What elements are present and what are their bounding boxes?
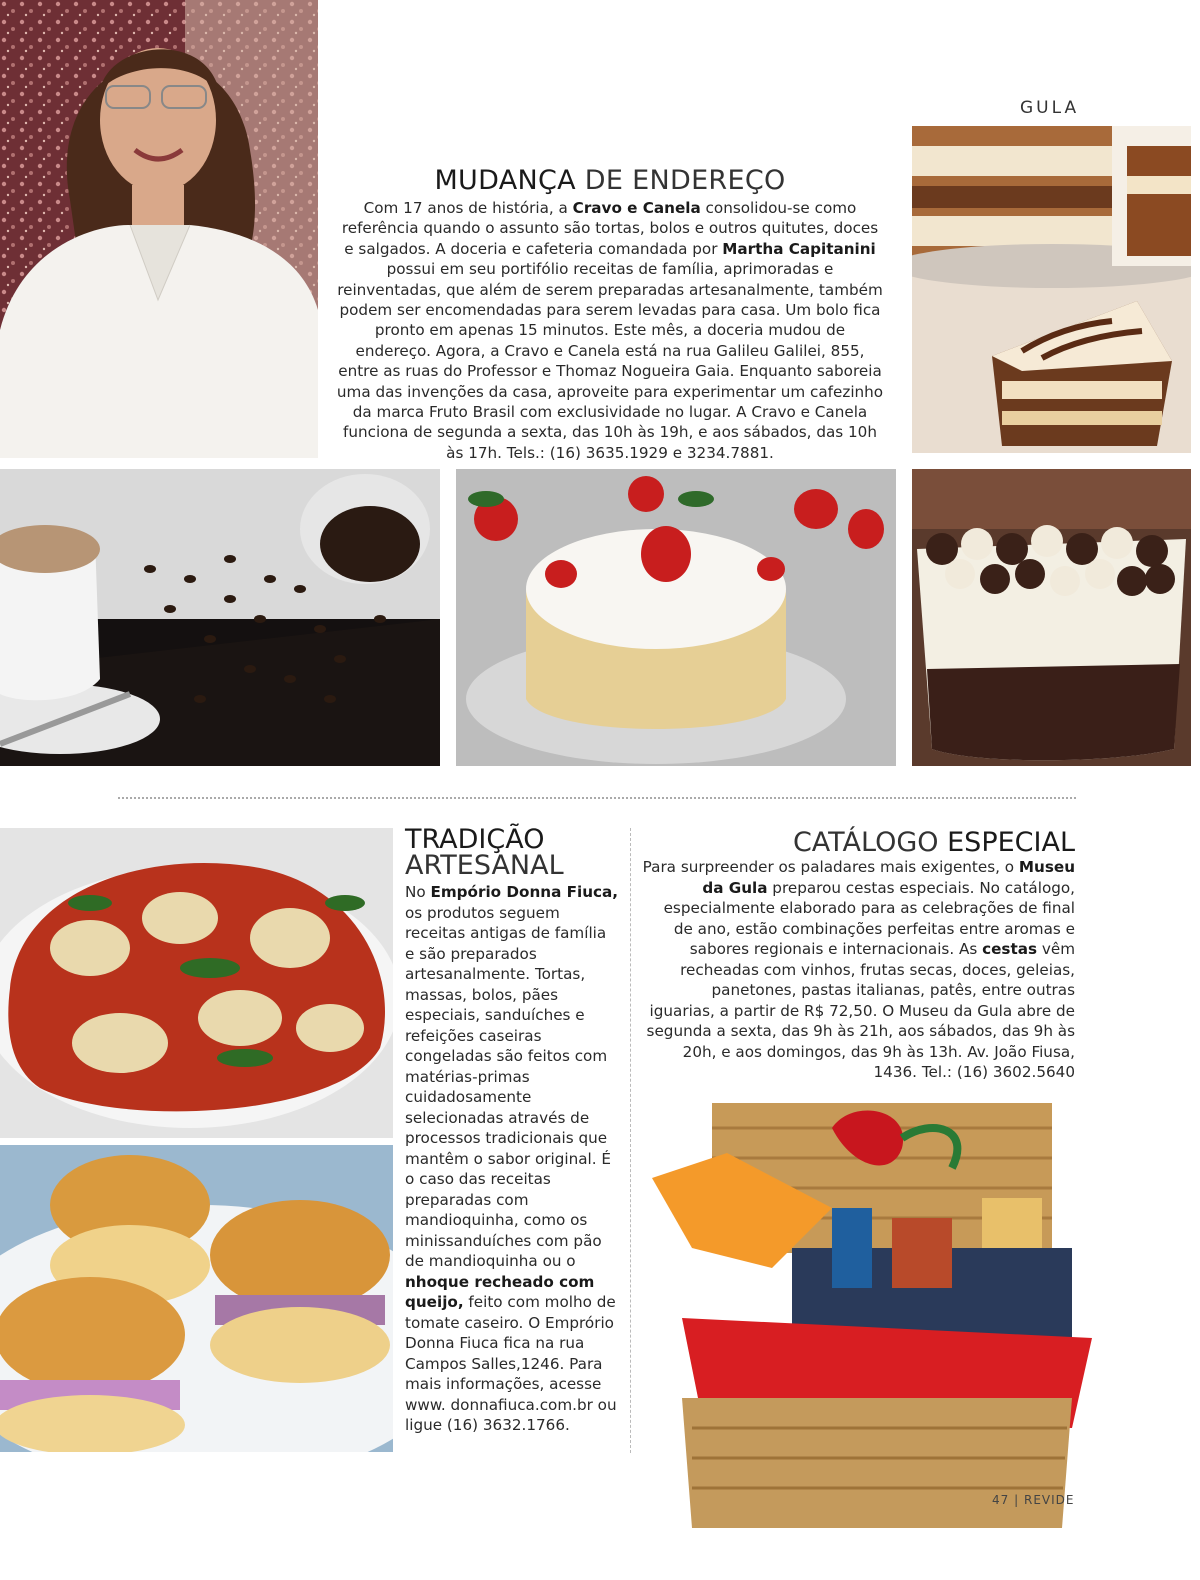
bold-run: cestas [982, 940, 1038, 958]
article-title-catalogo [640, 827, 1075, 858]
title-bold: ESPECIAL [947, 827, 1075, 858]
bold-run: nhoque recheado com queijo, [405, 1272, 595, 1311]
text-run: preparou cestas especiais. No catálogo, especialmente elaborado para as celebrações de final de ano, estão combinações perfeitas entre aromas e sabores regionais e internacionais. As [663, 878, 1075, 958]
magazine-name: REVIDE [1023, 1493, 1075, 1507]
text-run: feito com molho de tomate caseiro. O Emprório Donna Fiuca fica na rua Campos Salles,1246. Para mais informações, acesse www. donnafiuca.com.br ou ligue (16) 3632.1766. [405, 1293, 617, 1434]
title-light: CATÁLOGO [792, 827, 948, 858]
gift-basket-photo [652, 1098, 1098, 1530]
title-light: ARTESANAL [405, 850, 564, 881]
portrait-photo [0, 0, 318, 458]
bold-run: Cravo e Canela [572, 199, 701, 217]
text-run: possui em seu portifólio receitas de família, aprimoradas e reinventadas, que além de serem preparadas artesanalmente, também podem ser encomendadas para serem levadas para casa. Um bolo fica pronto em apenas 15 minutos. Este mês, a doceria mudou de endereço. Agora, a Cravo e Canela está na rua Galileu Galilei, 855, entre as ruas do Professor e Thomaz Nogueira Gaia. Enquanto saboreia uma das invenções da casa, aproveite para experimentar um cafezinho da marca Fruto Brasil com exclusividade no lugar. A Cravo e Canela funciona de segunda a sexta, das 10h às 19h, e aos sábados, das 10h às 17h. Tels.: (16) 3635.1929 e 3234.7881. [336, 260, 884, 462]
strawberry-cake-photo [456, 469, 896, 766]
article-title-mudanca [340, 165, 880, 196]
text-run: No [405, 883, 431, 901]
article-body-tradicao [405, 882, 620, 1436]
title-bold: MUDANÇA [434, 165, 576, 196]
text-run: Com 17 anos de história, a [363, 199, 573, 217]
text-run: os produtos seguem receitas antigas de família e são preparados artesanalmente. Tortas, massas, bolos, pães especiais, sanduíches e refeições caseiras congeladas são feitos com matérias-primas cuidadosamente selecionadas através de processos tradicionais que mantêm o sabor original. É o caso das receitas preparadas com mandioquinha, como os minissanduíches com pão de mandioquinha ou o [405, 903, 612, 1270]
title-bold: TRADIÇÃO [405, 824, 545, 855]
section-divider [118, 797, 1076, 799]
article-title-tradicao [405, 824, 564, 881]
text-run: Para surpreender os paladares mais exigentes, o [642, 858, 1019, 876]
gnocchi-photo [0, 828, 393, 1138]
column-divider [630, 828, 631, 1453]
mini-sandwiches-photo [0, 1145, 393, 1452]
article-body-catalogo [642, 857, 1075, 1083]
page-number: 47 [992, 1493, 1010, 1507]
bold-run: Martha Capitanini [722, 239, 876, 258]
text-run: consolidou-se como referência quando o assunto são tortas, bolos e outros quitutes, doces e salgados. A doceria e cafeteria comandada por [341, 199, 879, 258]
section-label: GULA [1020, 98, 1080, 118]
bold-run: Museu da Gula [702, 858, 1075, 897]
dessert-cup-photo [912, 469, 1191, 766]
coffee-photo [0, 469, 440, 766]
layered-cake-photo [912, 126, 1191, 453]
text-run: vêm recheadas com vinhos, frutas secas, doces, geleias, panetones, pastas italianas, patês, entre outras iguarias, a partir de R$ 72,50. O Museu da Gula abre de segunda a sexta, das 9h às 21h, aos sábados, das 9h às 20h, e aos domingos, das 9h às 13h. Av. João Fiusa, 1436. Tel.: (16) 3602.5640 [646, 940, 1075, 1081]
article-body-mudanca [336, 198, 884, 463]
bold-run: Empório Donna Fiuca, [430, 883, 619, 901]
page-footer [992, 1493, 1074, 1507]
footer-separator: | [1014, 1493, 1020, 1507]
title-light: DE ENDEREÇO [575, 165, 786, 196]
